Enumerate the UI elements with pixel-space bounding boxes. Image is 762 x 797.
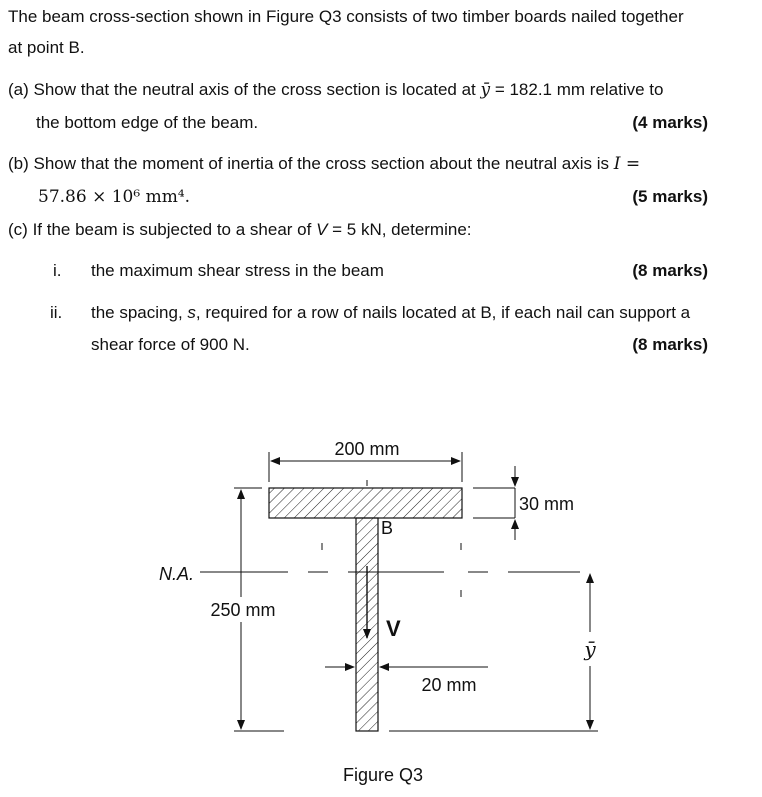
I-symbol: I: [613, 154, 621, 174]
na-label: N.A.: [159, 564, 195, 584]
part-c-i-text: the maximum shear stress in the beam: [91, 261, 384, 280]
shear-label: V: [386, 616, 401, 641]
part-a-line-2: the bottom edge of the beam.: [36, 113, 259, 132]
part-b-label: (b): [8, 154, 29, 173]
dim-flange-thickness-label: 30 mm: [519, 494, 575, 514]
part-c-label: (c): [8, 220, 28, 239]
figure-caption: Figure Q3: [342, 765, 424, 785]
point-b-label: B: [381, 518, 394, 538]
part-c-i-num: i.: [53, 261, 62, 280]
part-a-text: Show that the neutral axis of the cross section is located at: [33, 80, 481, 99]
intro-line-1: The beam cross-section shown in Figure Q3 consists of two timber boards nailed together: [8, 7, 684, 26]
part-a-label: (a): [8, 80, 29, 99]
part-b-eq: =: [620, 154, 641, 174]
part-b-text: Show that the moment of inertia of the cross section about the neutral axis is: [33, 154, 614, 173]
s-symbol: s: [187, 303, 196, 322]
V-symbol: V: [316, 220, 328, 239]
part-c-i-marks: (8 marks): [632, 261, 708, 280]
part-b-marks: (5 marks): [632, 187, 708, 206]
part-b-value: 57.86 × 10⁶ mm⁴.: [38, 187, 191, 207]
part-c-ii-line-2: shear force of 900 N.: [91, 335, 250, 354]
dim-web-width-label: 20 mm: [421, 675, 477, 695]
dim-top-width-label: 200 mm: [334, 439, 400, 459]
part-c-ii-num: ii.: [50, 303, 63, 322]
dim-flange-thickness: [473, 466, 515, 540]
dim-ybar: [389, 574, 598, 731]
part-c-ii-text-after: , required for a row of nails located at B, if each nail can support a: [195, 303, 691, 322]
part-a-text-after: = 182.1 mm relative to: [490, 80, 664, 99]
part-a-marks: (4 marks): [632, 113, 708, 132]
part-c-ii-marks: (8 marks): [632, 335, 708, 354]
part-c-text-after: = 5 kN, determine:: [327, 220, 472, 239]
intro-line-2: at point B.: [8, 38, 85, 57]
flange: [269, 488, 462, 518]
part-c-ii-text: the spacing,: [91, 303, 188, 322]
ybar-label: ȳ: [584, 637, 596, 661]
ybar-symbol: ȳ: [480, 80, 491, 100]
dim-total-height-label: 250 mm: [210, 600, 276, 620]
part-c-text: If the beam is subjected to a shear of: [32, 220, 317, 239]
